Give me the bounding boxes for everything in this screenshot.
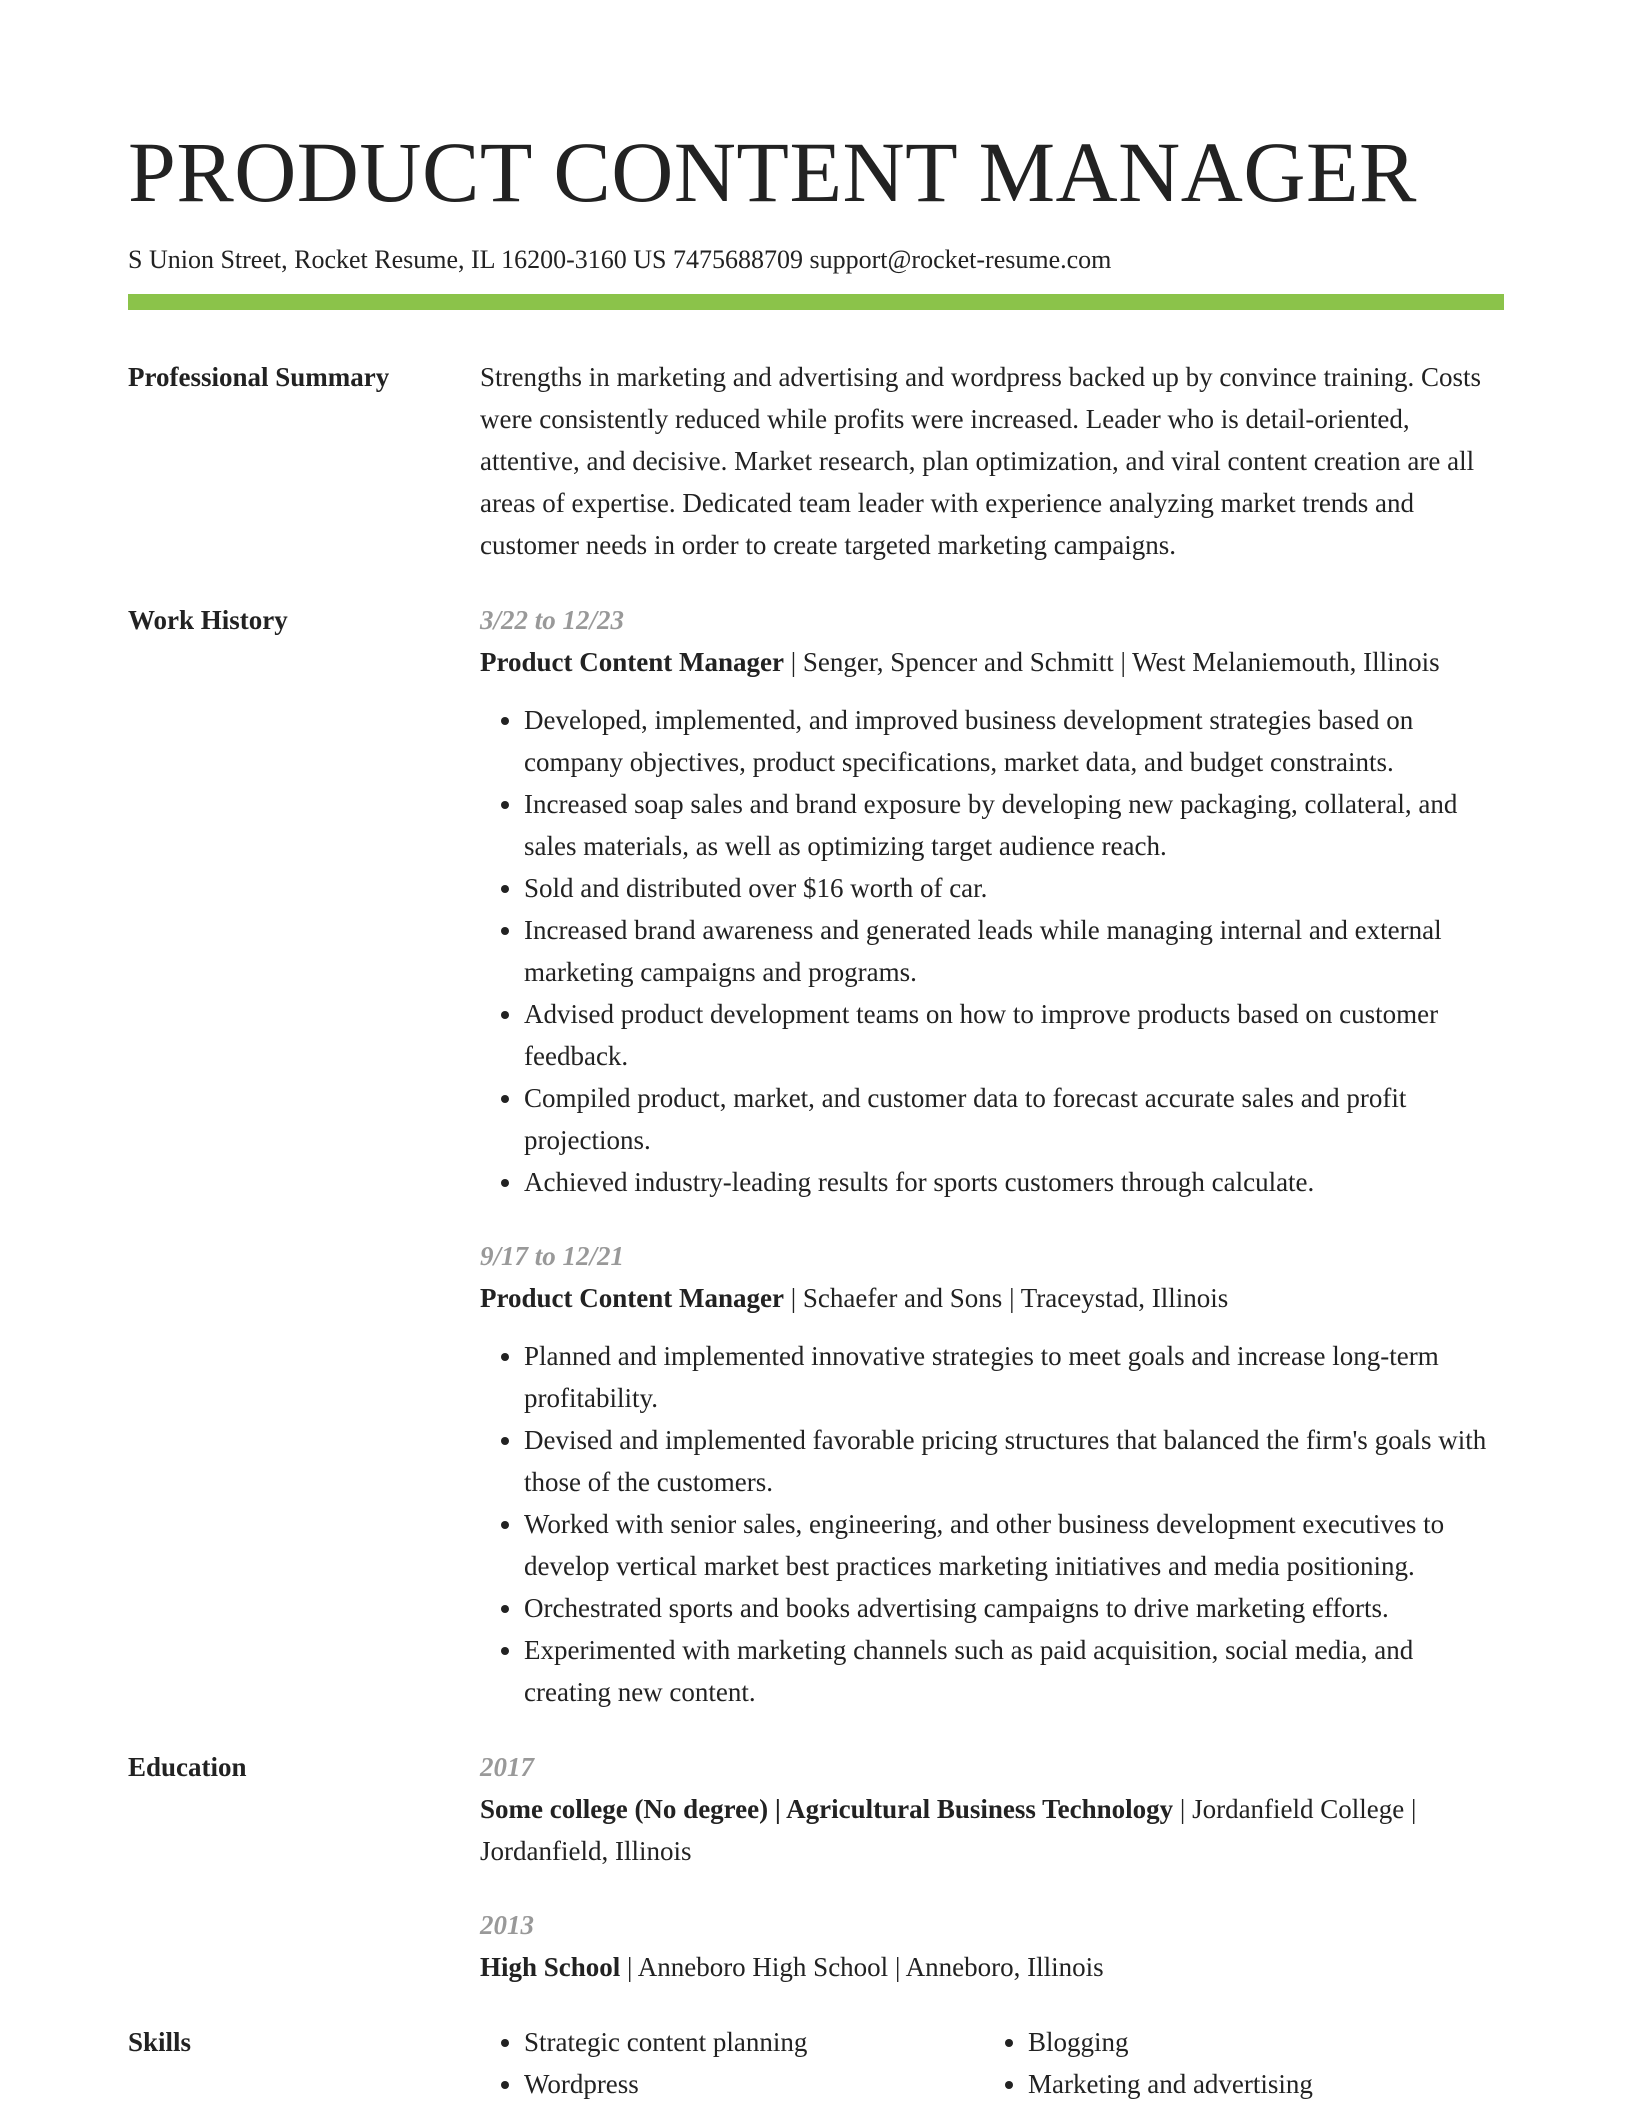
education-year: 2013 <box>480 1910 534 1940</box>
job-bullet: • Worked with senior sales, engineering, and other business development executives to develop vertical market best practices marketing initiatives and media positioning. <box>524 1503 1504 1587</box>
job-bullets <box>480 699 1504 1203</box>
skills-section <box>128 2021 1504 2105</box>
education-section <box>128 1746 1504 1988</box>
job-entry <box>480 1235 1504 1713</box>
skill-item: • Wordpress <box>524 2063 984 2105</box>
skill-item: • Strategic content planning <box>524 2021 984 2063</box>
job-bullet: • Compiled product, market, and customer data to forecast accurate sales and profit projections. <box>524 1077 1504 1161</box>
job-bullets <box>480 1335 1504 1713</box>
section-title-work-history: Work History <box>128 605 288 635</box>
job-dates: 9/17 to 12/21 <box>480 1241 625 1271</box>
work-history-section <box>128 599 1504 1713</box>
section-title-skills: Skills <box>128 2027 192 2057</box>
contact-line: S Union Street, Rocket Resume, IL 16200-3160 US 7475688709 support@rocket-resume.com <box>128 245 1112 274</box>
job-bullet: • Increased soap sales and brand exposure by developing new packaging, collateral, and sales materials, as well as optimizing target audience reach. <box>524 783 1504 867</box>
job-bullet: • Orchestrated sports and books advertising campaigns to drive marketing efforts. <box>524 1587 1504 1629</box>
summary-body <box>480 356 1504 566</box>
education-details: | Jordanfield College | Jordanfield, Illinois <box>480 1794 1417 1866</box>
education-body <box>480 1746 1504 1988</box>
skills-list-left <box>480 2021 984 2105</box>
job-role: Product Content Manager <box>480 1283 784 1313</box>
education-entry <box>480 1746 1504 1872</box>
section-title-summary: Professional Summary <box>128 362 390 392</box>
job-role: Product Content Manager <box>480 647 784 677</box>
job-dates: 3/22 to 12/23 <box>480 605 625 635</box>
education-details: | Anneboro High School | Anneboro, Illinois <box>620 1952 1104 1982</box>
summary-section <box>128 356 1504 566</box>
resume-page <box>128 0 1504 2105</box>
education-heading <box>480 1788 1504 1872</box>
job-bullet: • Experimented with marketing channels such as paid acquisition, social media, and creating new content. <box>524 1629 1504 1713</box>
skill-item: • Blogging <box>1028 2021 1488 2063</box>
education-degree: High School <box>480 1952 621 1982</box>
job-details: | Schaefer and Sons | Traceystad, Illinois <box>783 1283 1229 1313</box>
skills-list-right <box>984 2021 1488 2105</box>
work-history-body <box>480 599 1504 1713</box>
skills-body <box>480 2021 1504 2105</box>
education-entry <box>480 1904 1504 1988</box>
summary-text: Strengths in marketing and advertising and wordpress backed up by convince training. Costs were consistently reduced while profits were increased. Leader who is detail-oriented, attentive, and decisive. Market research, plan optimization, and viral content creation are all areas of expertise. Dedicated team leader with experience analyzing market trends and customer needs in order to create targeted marketing campaigns. <box>480 362 1482 560</box>
skill-item: • Marketing and advertising <box>1028 2063 1488 2105</box>
job-bullet: • Achieved industry-leading results for sports customers through calculate. <box>524 1161 1504 1203</box>
job-details: | Senger, Spencer and Schmitt | West Melaniemouth, Illinois <box>783 647 1440 677</box>
job-heading <box>480 1277 1504 1319</box>
education-degree: Some college (No degree) | Agricultural Business Technology <box>480 1794 1174 1824</box>
resume-title: PRODUCT CONTENT MANAGER <box>128 124 1417 220</box>
accent-divider <box>128 294 1504 310</box>
job-heading <box>480 641 1504 683</box>
job-entry <box>480 599 1504 1203</box>
job-bullet: • Devised and implemented favorable pricing structures that balanced the firm's goals with those of the customers. <box>524 1419 1504 1503</box>
job-bullet: • Advised product development teams on how to improve products based on customer feedback. <box>524 993 1504 1077</box>
job-bullet: • Developed, implemented, and improved business development strategies based on company objectives, product specifications, market data, and budget constraints. <box>524 699 1504 783</box>
job-bullet: • Sold and distributed over $16 worth of car. <box>524 867 1504 909</box>
section-title-education: Education <box>128 1752 247 1782</box>
education-heading <box>480 1946 1504 1988</box>
job-bullet: • Increased brand awareness and generated leads while managing internal and external marketing campaigns and programs. <box>524 909 1504 993</box>
job-bullet: • Planned and implemented innovative strategies to meet goals and increase long-term profitability. <box>524 1335 1504 1419</box>
education-year: 2017 <box>480 1752 534 1782</box>
